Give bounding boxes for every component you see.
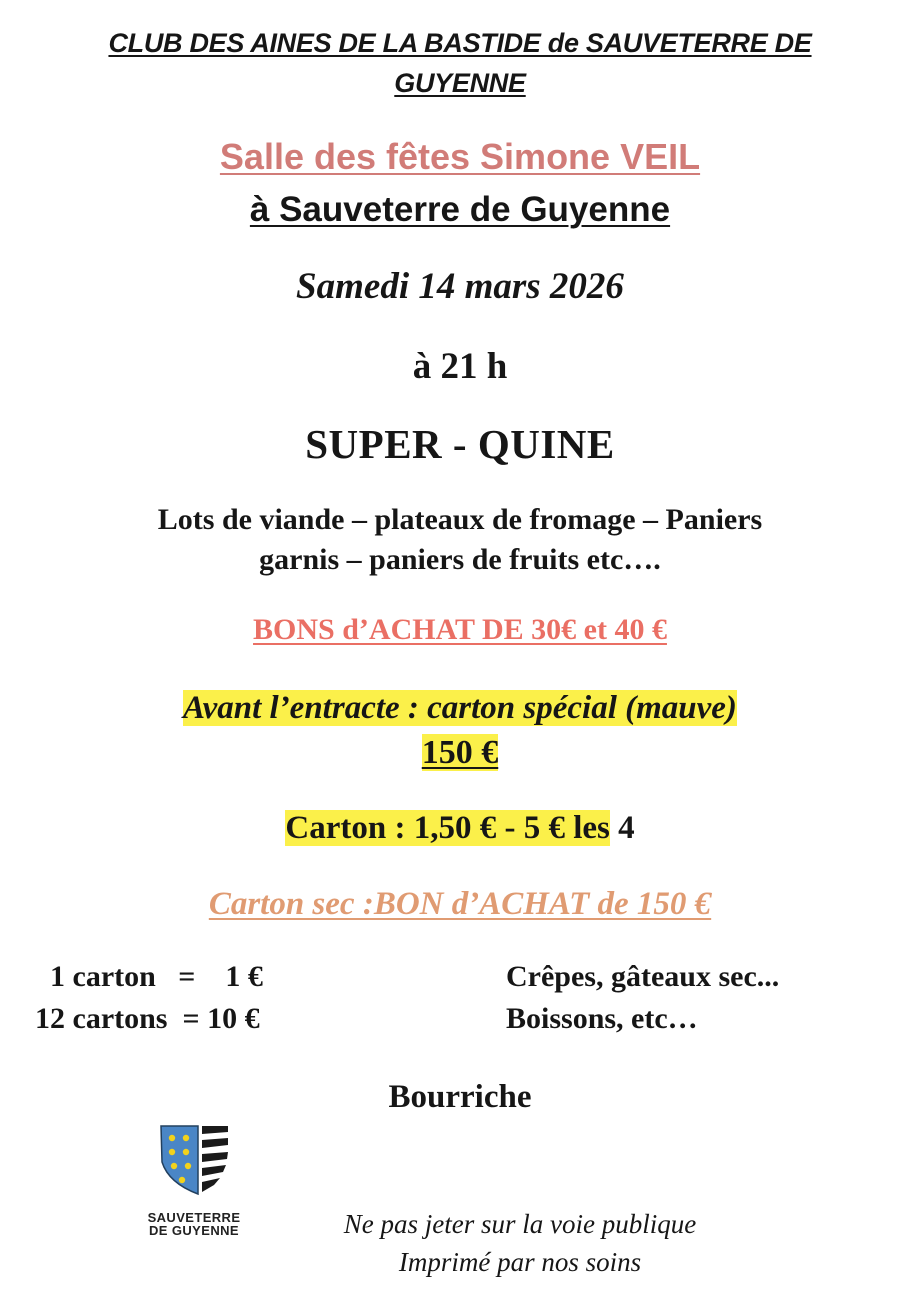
club-title-line1: CLUB DES AINES DE LA BASTIDE de SAUVETERRE DE: [108, 28, 812, 58]
special-card-line: [0, 690, 920, 727]
venue-hall: Salle des fêtes Simone VEIL: [219, 136, 701, 177]
carton-sec-line: Carton sec :BON d’ACHAT de 150 €: [208, 886, 712, 922]
venue-town: à Sauveterre de Guyenne: [249, 190, 671, 229]
prizes-line1: Lots de viande – plateaux de fromage – Paniers: [157, 503, 763, 536]
event-time: à 21 h: [412, 346, 508, 387]
bourriche-rate-2: 12 cartons = 10 €: [35, 1002, 260, 1035]
logo-text-line1: SAUVETERRE: [147, 1210, 241, 1225]
special-card-text: Avant l’entracte : carton spécial (mauve): [183, 690, 737, 726]
carton-price-rest: 4: [609, 810, 635, 846]
vouchers-line: BONS d’ACHAT DE 30€ et 40 €: [253, 613, 667, 646]
refreshment-1: Crêpes, gâteaux sec...: [506, 960, 780, 993]
logo-shield: [161, 1126, 198, 1194]
logo-text-line2: DE GUYENNE: [149, 1223, 239, 1238]
event-date: Samedi 14 mars 2026: [296, 266, 624, 307]
club-title-line2: GUYENNE: [394, 68, 526, 98]
special-price-line: [0, 734, 920, 772]
carton-price-line: [0, 810, 920, 847]
town-logo: [158, 1122, 232, 1202]
footer-line2: Imprimé par nos soins: [398, 1247, 642, 1277]
refreshment-2: Boissons, etc…: [506, 1002, 698, 1035]
carton-price-highlighted: Carton : 1,50 € - 5 € les: [285, 810, 610, 846]
logo-stripes: [202, 1126, 228, 1192]
bourriche-heading: Bourriche: [388, 1079, 532, 1115]
bourriche-rate-1: 1 carton = 1 €: [35, 960, 263, 993]
prizes-line2: garnis – paniers de fruits etc….: [259, 543, 661, 576]
footer-line1: Ne pas jeter sur la voie publique: [343, 1209, 697, 1239]
event-title: SUPER - QUINE: [305, 421, 615, 467]
special-price: 150 €: [421, 734, 499, 771]
